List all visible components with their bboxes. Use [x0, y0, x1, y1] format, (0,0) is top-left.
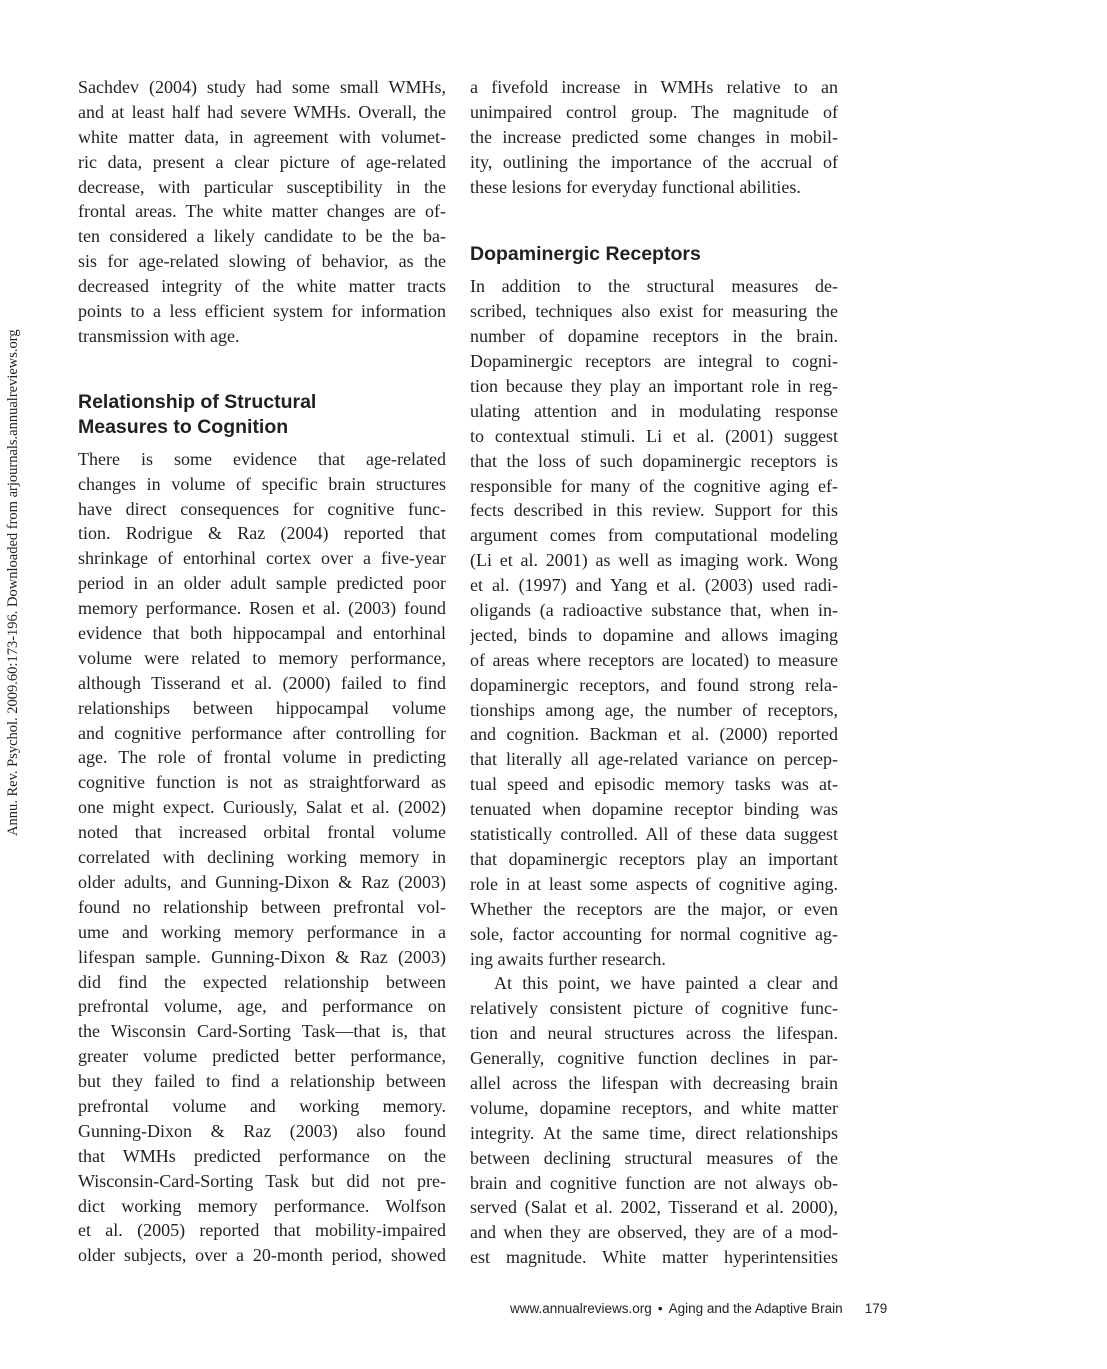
text-line: tion because they play an important role in reg- [470, 376, 838, 397]
text-line: decrease, with particular susceptibility in the [78, 176, 446, 197]
text-line: of areas where receptors are located) to measure [470, 649, 838, 670]
text-line: (Li et al. 2001) as well as imaging work. Wong [470, 550, 838, 571]
text-line: Wisconsin-Card-Sorting Task but did not pre- [78, 1170, 446, 1191]
footer-journal-title: Aging and the Adaptive Brain [668, 1301, 843, 1316]
text-line: There is some evidence that age-related [78, 448, 446, 469]
footer-site-link[interactable]: www.annualreviews.org [510, 1301, 652, 1316]
text-line: a fivefold increase in WMHs relative to an [470, 77, 838, 97]
text-line: correlated with declining working memory in [78, 847, 446, 868]
text-line: although Tisserand et al. (2000) failed to find [78, 672, 446, 693]
text-line: In addition to the structural measures de- [470, 276, 838, 297]
text-line: oligands (a radioactive substance that, when in- [470, 600, 838, 621]
left-intro-paragraph [78, 75, 446, 349]
text-line: the increase predicted some changes in mobil- [470, 126, 838, 147]
text-line: et al. (2005) reported that mobility-impaired [78, 1220, 446, 1241]
dopamine-paragraph [470, 274, 838, 971]
text-line: et al. (1997) and Yang et al. (2003) used radi- [470, 575, 838, 596]
text-line: tual speed and episodic memory tasks was at- [470, 774, 838, 795]
text-line: and when they are observed, they are of a mod- [470, 1222, 838, 1243]
text-line: decreased integrity of the white matter tracts [78, 276, 446, 297]
text-line: sis for age-related slowing of behavior, as the [78, 251, 446, 272]
text-line: statistically controlled. All of these data suggest [470, 824, 838, 845]
text-line: responsible for many of the cognitive aging ef- [470, 475, 838, 496]
text-line: relatively consistent picture of cognitive func- [470, 998, 838, 1019]
text-line: transmission with age. [78, 325, 240, 346]
text-line: but they failed to find a relationship between [78, 1071, 446, 1092]
left-body-paragraph [78, 447, 446, 1268]
text-line: lifespan sample. Gunning-Dixon & Raz (2003) [78, 946, 446, 967]
download-note-text: Annu. Rev. Psychol. 2009.60:173-196. Downloaded from arjournals.annualreviews.org [5, 329, 21, 836]
text-line: tion and neural structures across the lifespan. [470, 1023, 838, 1044]
text-line: evidence that both hippocampal and entorhinal [78, 623, 446, 644]
page-number: 179 [864, 1301, 888, 1316]
right-intro-paragraph [470, 75, 838, 199]
text-line: served (Salat et al. 2002, Tisserand et al. 2000), [470, 1197, 838, 1218]
text-line: these lesions for everyday functional abilities. [470, 176, 801, 197]
text-line: that the loss of such dopaminergic receptors is [470, 450, 838, 471]
text-line: fects described in this review. Support for this [470, 500, 838, 521]
text-line: volume, dopamine receptors, and white matter [470, 1097, 838, 1118]
text-line: did find the expected relationship between [78, 971, 446, 992]
text-line: dict working memory performance. Wolfson [78, 1195, 446, 1216]
text-line: est magnitude. White matter hyperintensities [470, 1247, 838, 1268]
text-line: memory performance. Rosen et al. (2003) found [78, 598, 446, 619]
text-line: argument comes from computational modeling [470, 525, 838, 546]
text-line: unimpaired control group. The magnitude of [470, 101, 838, 122]
summary-paragraph [470, 971, 838, 1270]
text-line: ric data, present a clear picture of age-related [78, 151, 446, 172]
text-line: prefrontal volume, age, and performance on [78, 996, 446, 1017]
text-line: that literally all age-related variance on percep- [470, 749, 838, 770]
text-line: points to a less efficient system for information [78, 301, 446, 322]
text-line: Dopaminergic receptors are integral to cogni- [470, 351, 838, 372]
text-line: tionships among age, the number of receptors, [470, 699, 838, 720]
text-line: sole, factor accounting for normal cognitive ag- [470, 923, 838, 944]
text-line: number of dopamine receptors in the brain. [470, 326, 838, 347]
text-line: between declining structural measures of the [470, 1147, 838, 1168]
text-line: Gunning-Dixon & Raz (2003) also found [78, 1120, 446, 1141]
heading-line: Measures to Cognition [78, 415, 289, 438]
text-line: greater volume predicted better performance, [78, 1046, 446, 1067]
text-line: age. The role of frontal volume in predicting [78, 747, 446, 768]
text-line: changes in volume of specific brain structures [78, 473, 446, 494]
text-line: older adults, and Gunning-Dixon & Raz (2003) [78, 871, 446, 892]
text-line: integrity. At the same time, direct relationships [470, 1122, 838, 1143]
text-line: volume were related to memory performance, [78, 647, 446, 668]
text-line: brain and cognitive function are not always ob- [470, 1172, 838, 1193]
text-line: the Wisconsin Card-Sorting Task—that is, that [78, 1021, 446, 1042]
footer-separator: • [657, 1301, 663, 1316]
text-line: noted that increased orbital frontal volume [78, 822, 446, 843]
text-line: cognitive function is not as straightforward as [78, 772, 446, 793]
text-line: one might expect. Curiously, Salat et al. (2002) [78, 797, 446, 818]
text-line: and cognitive performance after controlling for [78, 722, 446, 743]
left-column [78, 75, 446, 1268]
text-line: and at least half had severe WMHs. Overall, the [78, 101, 446, 122]
text-line: ulating attention and in modulating response [470, 400, 838, 421]
text-line: white matter data, in agreement with volumet- [78, 126, 446, 147]
text-line: allel across the lifespan with decreasing brain [470, 1072, 838, 1093]
text-line: found no relationship between prefrontal vol- [78, 896, 446, 917]
text-line: frontal areas. The white matter changes are of- [78, 201, 446, 222]
text-line: role in at least some aspects of cognitive aging. [470, 873, 838, 894]
text-line: tion. Rodrigue & Raz (2004) reported that [78, 523, 446, 544]
right-column [470, 75, 838, 1270]
text-line: shrinkage of entorhinal cortex over a five-year [78, 548, 446, 569]
text-line: older subjects, over a 20-month period, showed [78, 1245, 446, 1266]
text-line: scribed, techniques also exist for measuring the [470, 301, 838, 322]
text-line: to contextual stimuli. Li et al. (2001) suggest [470, 425, 838, 446]
text-line: that WMHs predicted performance on the [78, 1145, 446, 1166]
section-heading-structural-measures [78, 390, 446, 440]
text-line: that dopaminergic receptors play an important [470, 848, 838, 869]
heading-line: Relationship of Structural [78, 390, 317, 413]
text-line: Whether the receptors are the major, or even [470, 898, 838, 919]
text-line: ity, outlining the importance of the accrual of [470, 151, 838, 172]
text-line: jected, binds to dopamine and allows imaging [470, 624, 838, 645]
text-line: ten considered a likely candidate to be the ba- [78, 226, 446, 247]
text-line: Generally, cognitive function declines in par- [470, 1048, 838, 1069]
text-line: tenuated when dopamine receptor binding was [470, 799, 838, 820]
text-line: ume and working memory performance in a [78, 921, 446, 942]
text-line: and cognition. Backman et al. (2000) reported [470, 724, 838, 745]
section-heading-dopaminergic-receptors [470, 242, 838, 267]
text-line: have direct consequences for cognitive func- [78, 498, 446, 519]
text-line: period in an older adult sample predicted poor [78, 573, 446, 594]
text-line: ing awaits further research. [470, 948, 666, 969]
text-line: dopaminergic receptors, and found strong rela- [470, 674, 838, 695]
page-footer [510, 1301, 887, 1316]
heading-line: Dopaminergic Receptors [470, 243, 701, 266]
text-line: relationships between hippocampal volume [78, 697, 446, 718]
text-line: At this point, we have painted a clear and [494, 973, 838, 994]
text-line: prefrontal volume and working memory. [78, 1095, 446, 1116]
text-line: Sachdev (2004) study had some small WMHs, [78, 77, 446, 97]
